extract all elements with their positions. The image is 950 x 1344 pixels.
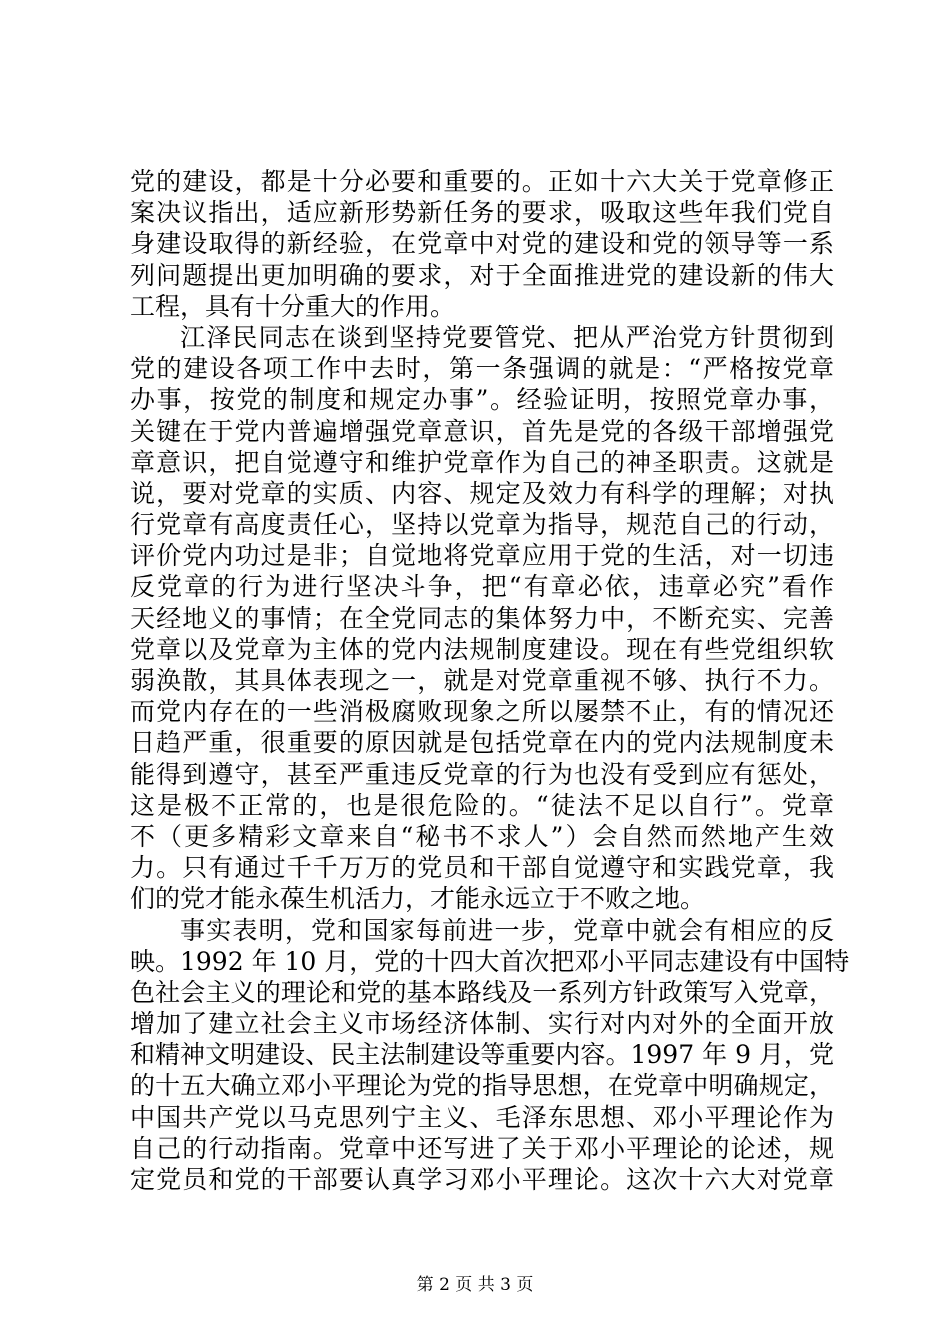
text-line: 办事，按党的制度和规定办事”。经验证明，按照党章办事， (130, 385, 834, 415)
body-text (130, 166, 850, 1195)
text-line: 日趋严重，很重要的原因就是包括党章在内的党内法规制度未 (130, 728, 834, 758)
text-line: 说，要对党章的实质、内容、规定及效力有科学的理解；对执 (130, 478, 834, 508)
text-line: 行党章有高度责任心，坚持以党章为指导，规范自己的行动， (130, 510, 834, 540)
text-line: 案决议指出，适应新形势新任务的要求，吸取这些年我们党自 (130, 198, 834, 228)
text-line: 的十五大确立邓小平理论为党的指导思想，在党章中明确规定， (130, 1071, 834, 1101)
page-footer: 第 2 页 共 3 页 (416, 1275, 534, 1295)
text-line: 弱涣散，其具体表现之一，就是对党章重视不够、执行不力。 (130, 666, 834, 695)
text-line: 色社会主义的理论和党的基本路线及一系列方针政策写入党章， (130, 977, 834, 1007)
text-line: 工程，具有十分重大的作用。 (130, 291, 456, 321)
text-line: 评价党内功过是非；自觉地将党章应用于党的生活，对一切违 (130, 541, 834, 571)
text-line: 增加了建立社会主义市场经济体制、实行对内对外的全面开放 (130, 1009, 834, 1039)
text-line: 能得到遵守，甚至严重违反党章的行为也没有受到应有惩处， (130, 759, 834, 789)
text-line: 们的党才能永葆生机活力，才能永远立于不败之地。 (130, 884, 706, 914)
text-line: 不（更多精彩文章来自“秘书不求人”）会自然而然地产生效 (130, 821, 834, 851)
text-line: 反党章的行为进行坚决斗争，把“有章必依，违章必究”看作 (130, 572, 834, 602)
text-line: 和精神文明建设、民主法制建设等重要内容。1997 年 9 月，党 (130, 1040, 834, 1070)
text-line: 映。1992 年 10 月，党的十四大首次把邓小平同志建设有中国特 (130, 946, 850, 976)
text-line: 中国共产党以马克思列宁主义、毛泽东思想、邓小平理论作为 (130, 1102, 834, 1132)
text-line: 章意识，把自觉遵守和维护党章作为自己的神圣职责。这就是 (130, 447, 834, 477)
text-line: 列问题提出更加明确的要求，对于全面推进党的建设新的伟大 (130, 260, 834, 290)
text-line: 而党内存在的一些消极腐败现象之所以屡禁不止，有的情况还 (130, 697, 834, 727)
text-line: 定党员和党的干部要认真学习邓小平理论。这次十六大对党章 (130, 1165, 834, 1194)
text-line: 关键在于党内普遍增强党章意识，首先是党的各级干部增强党 (130, 416, 834, 446)
text-line: 江泽民同志在谈到坚持党要管党、把从严治党方针贯彻到 (180, 322, 834, 352)
text-line: 身建设取得的新经验，在党章中对党的建设和党的领导等一系 (130, 229, 834, 259)
text-line: 党章以及党章为主体的党内法规制度建设。现在有些党组织软 (130, 634, 834, 664)
text-line: 力。只有通过千千万万的党员和干部自觉遵守和实践党章，我 (130, 853, 834, 883)
text-line: 天经地义的事情；在全党同志的集体努力中，不断充实、完善 (130, 603, 834, 633)
text-line: 自己的行动指南。党章中还写进了关于邓小平理论的论述，规 (130, 1133, 834, 1163)
text-line: 党的建设各项工作中去时，第一条强调的就是：“严格按党章 (130, 354, 834, 384)
paragraph (130, 915, 850, 1196)
text-line: 党的建设，都是十分必要和重要的。正如十六大关于党章修正 (130, 167, 834, 196)
text-line: 事实表明，党和国家每前进一步，党章中就会有相应的反 (180, 915, 834, 945)
paragraph (130, 166, 834, 322)
text-line: 这是极不正常的，也是很危险的。“徒法不足以自行”。党章 (130, 790, 834, 820)
paragraph (130, 322, 834, 915)
